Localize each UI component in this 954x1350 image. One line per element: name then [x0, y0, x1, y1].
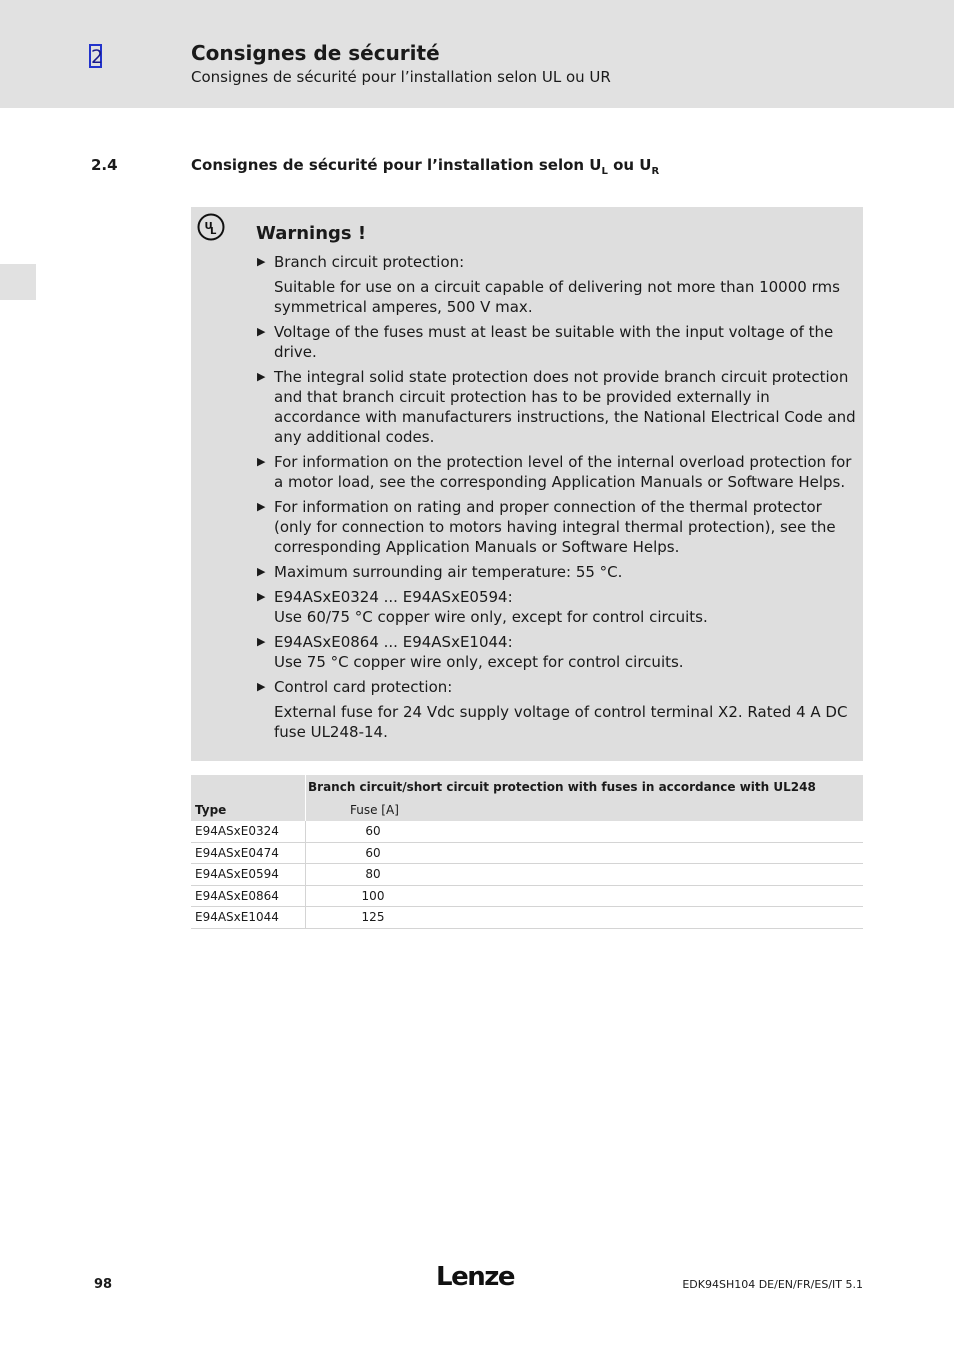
table-row [191, 821, 863, 843]
bullet-arrow-icon: ▶ [257, 565, 266, 578]
ul-listed-mark-icon [197, 213, 225, 241]
section-number: 2.4 [91, 156, 118, 174]
section-title-mid: ou U [607, 156, 652, 174]
column-divider [305, 775, 306, 821]
cell-type: E94ASxE1044 [195, 910, 279, 924]
table-row [191, 843, 863, 865]
warning-item [257, 632, 857, 672]
warning-text: E94ASxE0864 ... E94ASxE1044: [274, 633, 513, 651]
page-number: 98 [94, 1277, 113, 1292]
bullet-arrow-icon: ▶ [257, 455, 266, 468]
warning-item [257, 452, 857, 492]
warning-text-line2: Use 75 °C copper wire only, except for control circuits. [274, 653, 684, 671]
warning-item [257, 367, 857, 447]
cell-type: E94ASxE0324 [195, 824, 279, 838]
svg-text:L: L [210, 226, 217, 237]
chapter-subtitle: Consignes de sécurité pour l’installation selon UL ou UR [191, 68, 611, 86]
cell-fuse: 100 [361, 888, 385, 903]
warning-text: E94ASxE0324 ... E94ASxE0594: [274, 588, 513, 606]
bullet-arrow-icon: ▶ [257, 325, 266, 338]
column-divider [305, 907, 306, 929]
warning-text: For information on rating and proper connection of the thermal protector (only for connection to motors having integral thermal protection), see the corresponding Application Manuals or Software Helps. [274, 498, 836, 556]
chapter-side-tab [0, 264, 36, 300]
bullet-arrow-icon: ▶ [257, 500, 266, 513]
bullet-arrow-icon: ▶ [257, 370, 266, 383]
cell-type: E94ASxE0864 [195, 888, 279, 903]
warning-text: Branch circuit protection: [274, 253, 465, 271]
table-row [191, 886, 863, 908]
page-header [0, 0, 954, 108]
warning-text-line2: Use 60/75 °C copper wire only, except for control circuits. [274, 608, 708, 626]
warning-item [257, 677, 857, 742]
cell-type: E94ASxE0474 [195, 845, 279, 860]
section-title-sub-l: L [601, 166, 608, 177]
document-reference: EDK94SH104 DE/EN/FR/ES/IT 5.1 [682, 1278, 863, 1291]
svg-text:U: U [204, 221, 213, 232]
bullet-arrow-icon: ▶ [257, 680, 266, 693]
cell-type: E94ASxE0594 [195, 867, 279, 881]
warning-item [257, 497, 857, 557]
chapter-number-link[interactable]: 2 [91, 46, 104, 68]
column-divider [305, 886, 306, 908]
section-title [191, 156, 659, 177]
column-header-type: Type [195, 803, 227, 817]
warnings-list [257, 252, 857, 747]
column-divider [305, 864, 306, 886]
bullet-arrow-icon: ▶ [257, 255, 266, 268]
fuse-table [191, 775, 863, 929]
bullet-arrow-icon: ▶ [257, 635, 266, 648]
warning-detail: Suitable for use on a circuit capable of delivering not more than 10000 rms symmetrical amperes, 500 V max. [274, 278, 840, 316]
column-header-fuse: Fuse [A] [350, 803, 399, 817]
column-divider [305, 821, 306, 843]
section-title-sub-r: R [651, 166, 660, 177]
cell-fuse: 80 [365, 867, 381, 881]
table-row [191, 907, 863, 929]
section-title-prefix: Consignes de sécurité pour l’installation selon U [191, 156, 602, 174]
table-header [191, 775, 863, 821]
table-row [191, 864, 863, 886]
warning-text: Control card protection: [274, 678, 453, 696]
warning-detail: External fuse for 24 Vdc supply voltage of control terminal X2. Rated 4 A DC fuse UL248-14. [274, 703, 848, 741]
warning-item [257, 562, 857, 582]
column-divider [305, 843, 306, 865]
cell-fuse: 60 [365, 824, 381, 838]
cell-fuse: 60 [365, 845, 381, 860]
warning-text: Maximum surrounding air temperature: 55 °C. [274, 563, 623, 581]
warning-text: The integral solid state protection does not provide branch circuit protection and that branch circuit protection has to be provided externally in accordance with manufacturers instructions, the National Electrical Code and any additional codes. [274, 368, 856, 446]
warnings-heading: Warnings ! [256, 223, 367, 244]
chapter-title: Consignes de sécurité [191, 41, 440, 65]
warning-item [257, 252, 857, 317]
lenze-logo: Lenze [436, 1262, 514, 1292]
bullet-arrow-icon: ▶ [257, 590, 266, 603]
cell-fuse: 125 [361, 910, 385, 924]
warning-text: For information on the protection level of the internal overload protection for a motor load, see the corresponding Application Manuals or Software Helps. [274, 453, 852, 491]
column-group-header: Branch circuit/short circuit protection with fuses in accordance with UL248 [308, 780, 816, 794]
warning-item [257, 322, 857, 362]
warning-text: Voltage of the fuses must at least be suitable with the input voltage of the drive. [274, 323, 834, 361]
warning-item [257, 587, 857, 627]
